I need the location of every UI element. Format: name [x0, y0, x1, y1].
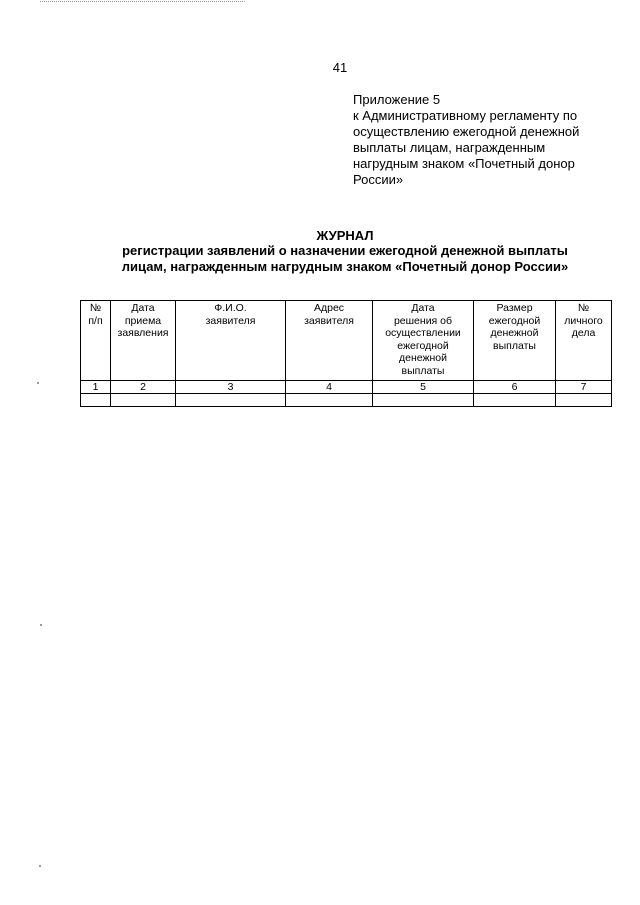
table-cell: 4 [286, 381, 373, 394]
column-header-payment-amount: Размер ежегодной денежной выплаты [474, 301, 556, 381]
table-cell: 3 [176, 381, 286, 394]
table-cell [111, 394, 176, 407]
table-cell: 1 [81, 381, 111, 394]
journal-title: ЖУРНАЛ [316, 228, 374, 243]
table-cell: 5 [373, 381, 474, 394]
page-number: 41 [332, 60, 348, 75]
table-cell [556, 394, 612, 407]
journal-table [80, 300, 612, 407]
appendix-line: к Административному регламенту по [353, 108, 578, 123]
table-cell: 2 [111, 381, 176, 394]
appendix-line: нагрудным знаком «Почетный донор [353, 156, 575, 171]
column-header-case-number: № личного дела [556, 301, 612, 381]
table-cell [176, 394, 286, 407]
journal-subtitle [0, 243, 640, 275]
journal-subtitle-line: регистрации заявлений о назначении ежегодной денежной выплаты [122, 243, 568, 258]
journal-subtitle-line: лицам, награжденным нагрудным знаком «Почетный донор России» [121, 259, 569, 274]
table-cell: 7 [556, 381, 612, 394]
column-header-receipt-date: Дата приема заявления [111, 301, 176, 381]
column-header-decision-date: Дата решения об осуществлении ежегодной денежной выплаты [373, 301, 474, 381]
table-cell: 6 [474, 381, 556, 394]
appendix-note [353, 92, 603, 188]
column-header-applicant-address: Адрес заявителя [286, 301, 373, 381]
table-cell [474, 394, 556, 407]
appendix-line: осуществлению ежегодной денежной [353, 124, 580, 139]
appendix-line: России» [353, 172, 404, 187]
column-header-number: № п/п [81, 301, 111, 381]
table-cell [81, 394, 111, 407]
scan-speck [37, 382, 39, 384]
table-header-row [81, 301, 612, 381]
table-cell [373, 394, 474, 407]
table-cell [286, 394, 373, 407]
column-header-applicant-name: Ф.И.О. заявителя [176, 301, 286, 381]
scan-speck [39, 865, 41, 867]
appendix-line: выплаты лицам, награжденным [353, 140, 546, 155]
appendix-line: Приложение 5 [353, 92, 441, 107]
scan-speck [40, 624, 42, 626]
table-row [81, 394, 612, 407]
table-numbering-row [81, 381, 612, 394]
top-scan-rule [40, 1, 245, 2]
